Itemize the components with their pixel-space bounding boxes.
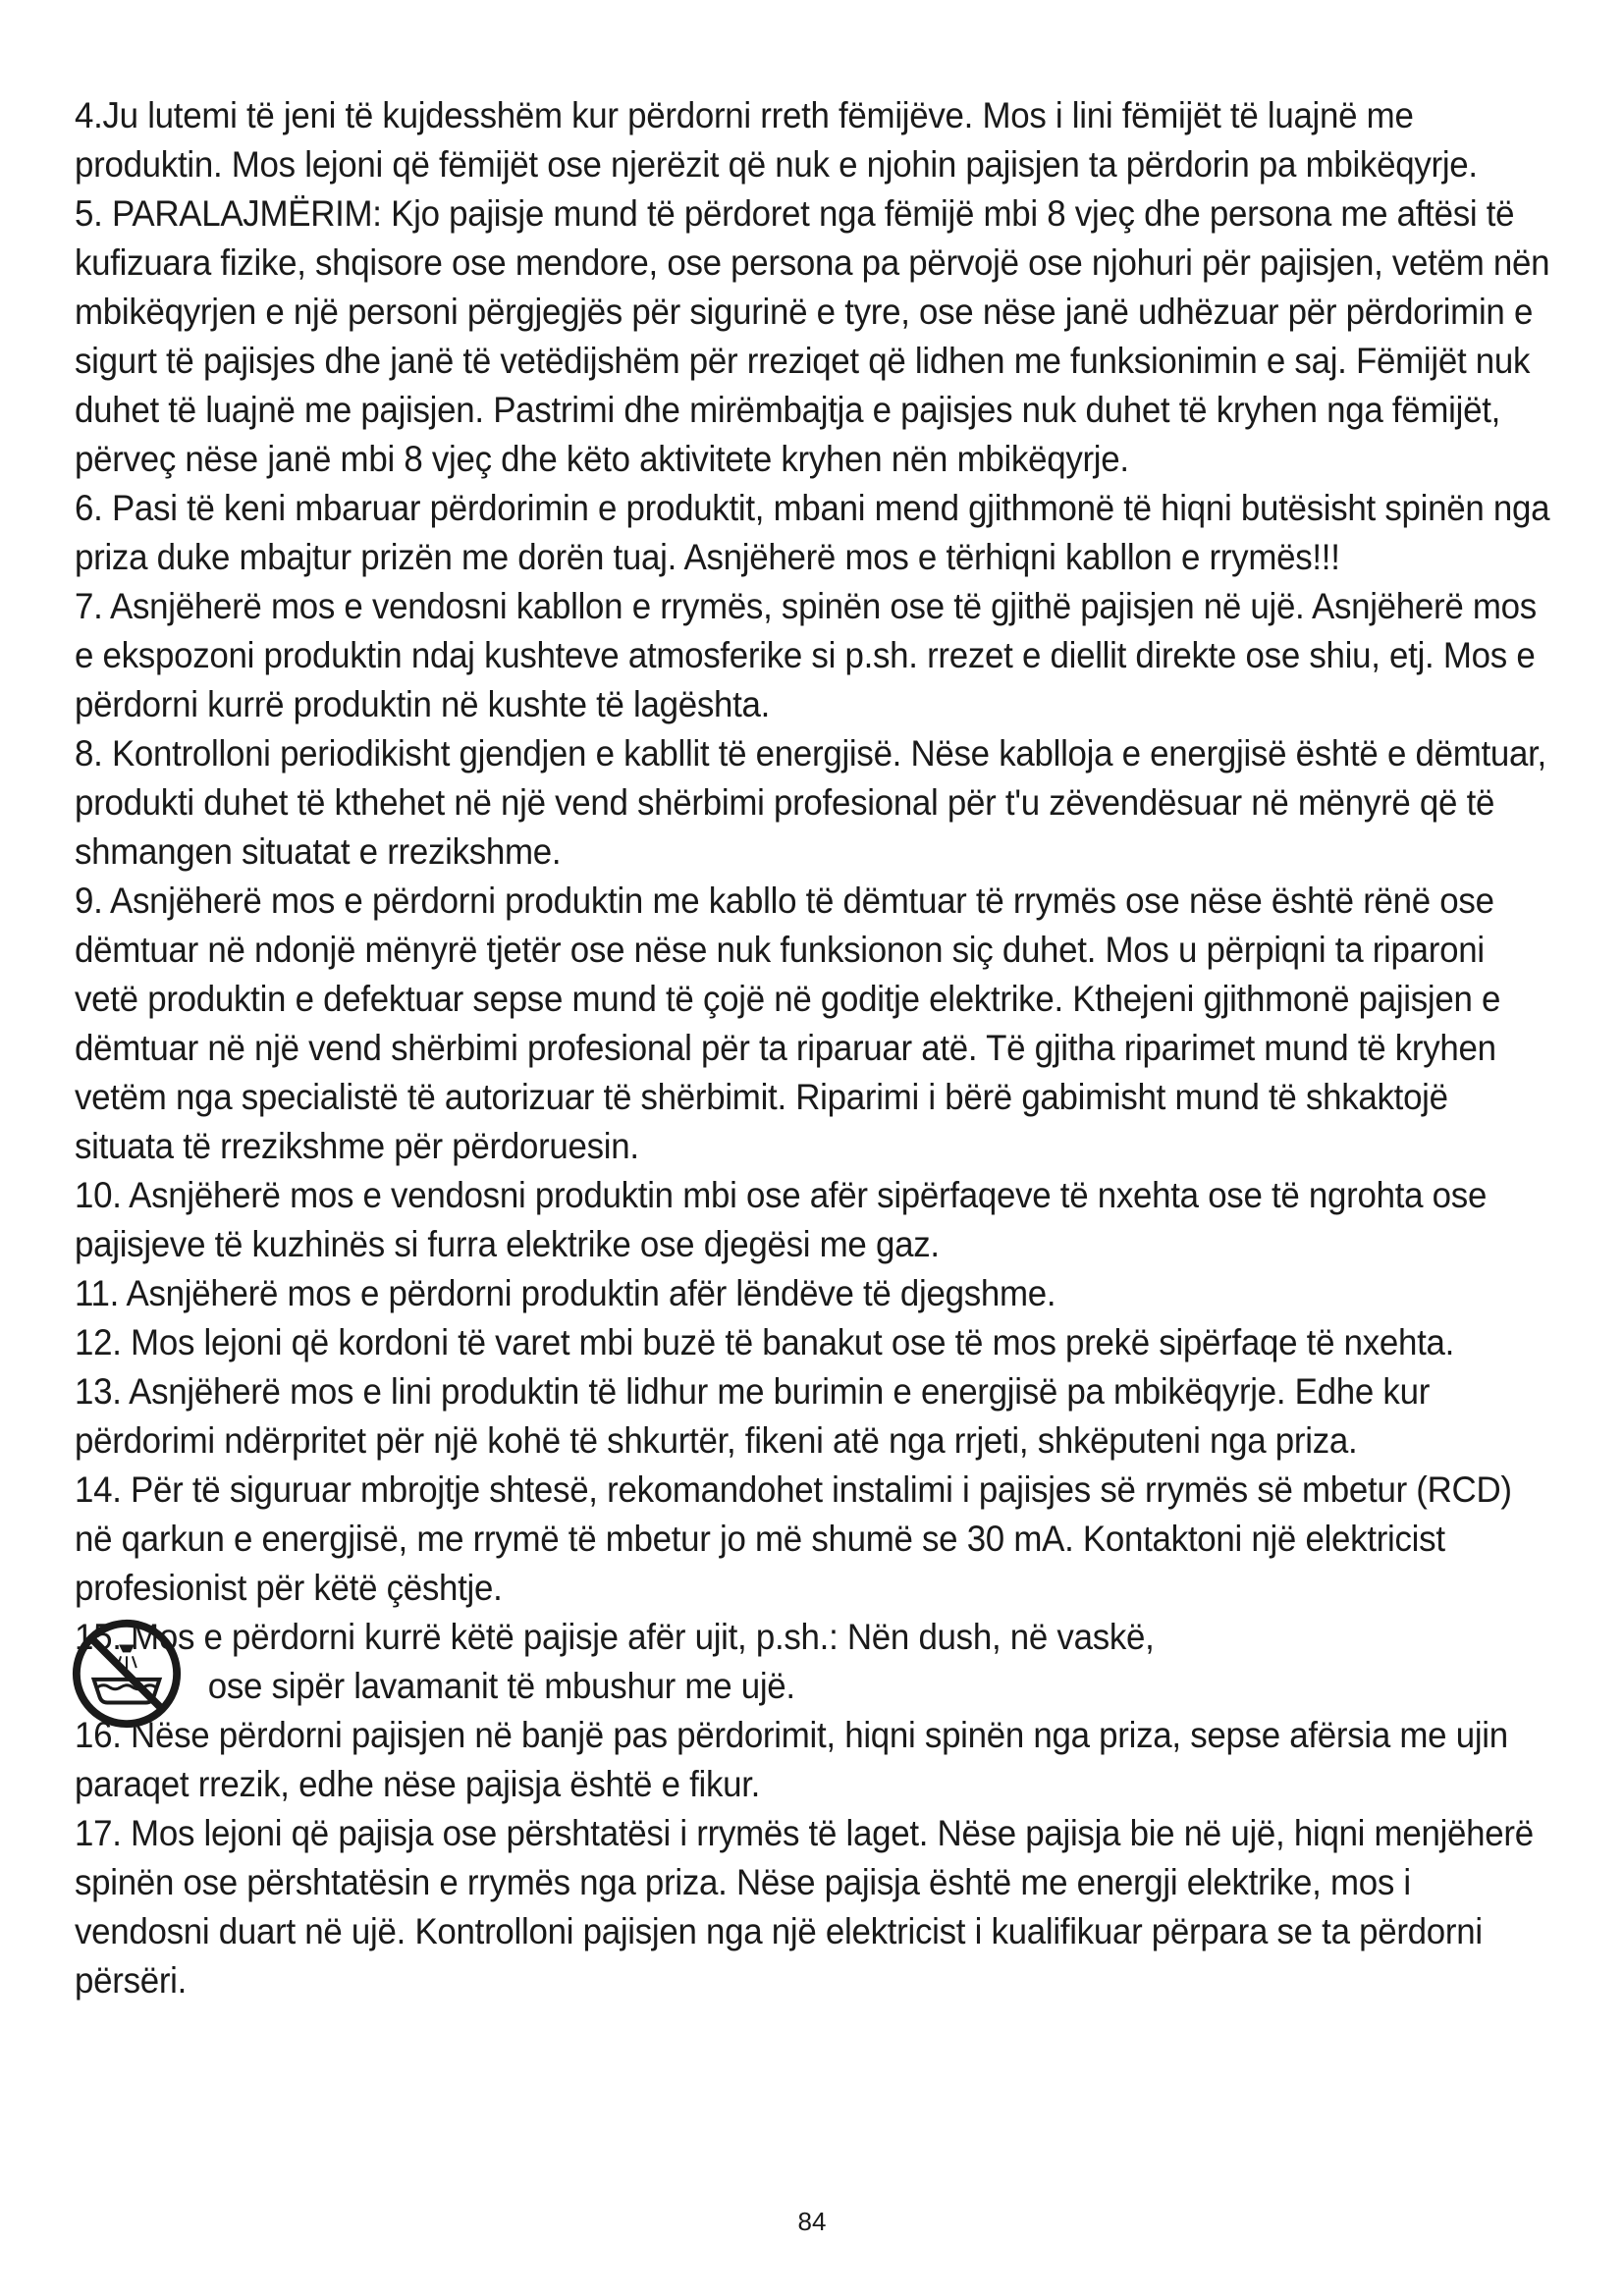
paragraph-item-4: 4.Ju lutemi të jeni të kujdesshëm kur përdorni rreth fëmijëve. Mos i lini fëmijët të luajnë me produktin. Mos lejoni që fëmijët ose njerëzit që nuk e njohin pajisjen ta përdorin pa mbikëqyrje. bbox=[75, 94, 1478, 185]
page-number: 84 bbox=[797, 2207, 827, 2236]
paragraph-item-17: 17. Mos lejoni që pajisja ose përshtatësi i rrymës të laget. Nëse pajisja bie në ujë, hiqni menjëherë spinën ose përshtatësin e rrymës nga priza. Nëse pajisja është me energji elektrike, mos i vendosni duart në ujë. Kontrolloni pajisjen nga një elektricist i kualifikuar përpara se ta përdorni përsëri. bbox=[75, 1812, 1534, 2001]
paragraph-item-8: 8. Kontrolloni periodikisht gjendjen e kabllit të energjisë. Nëse kablloja e energjisë është e dëmtuar, produkti duhet të kthehet në një vend shërbimi profesional për t'u zëvendësuar në mënyrë që të shmangen situatat e rrezikshme. bbox=[75, 732, 1546, 872]
document-body bbox=[75, 90, 1567, 2004]
paragraph-item-13: 13. Asnjëherë mos e lini produktin të lidhur me burimin e energjisë pa mbikëqyrje. Edhe kur përdorimi ndërpritet për një kohë të shkurtër, fikeni atë nga rrjeti, shkëputeni nga priza. bbox=[75, 1370, 1431, 1461]
paragraph-item-5: 5. PARALAJMËRIM: Kjo pajisje mund të përdoret nga fëmijë mbi 8 vjeç dhe persona me aftësi të kufizuara fizike, shqisore ose mendore, ose persona pa përvojë ose njohuri për pajisjen, vetëm nën mbikëqyrjen e një personi përgjegjës për sigurinë e tyre, ose nëse janë udhëzuar për përdorimin e sigurt të pajisjes dhe janë të vetëdijshëm për rreziqet që lidhen me funksionimin e saj. Fëmijët nuk duhet të luajnë me pajisjen. Pastrimi dhe mirëmbajtja e pajisjes nuk duhet të kryhen nga fëmijët, përveç nëse janë mbi 8 vjeç dhe këto aktivitete kryhen nën mbikëqyrje. bbox=[75, 192, 1550, 479]
paragraph-item-7: 7. Asnjëherë mos e vendosni kabllon e rrymës, spinën ose të gjithë pajisjen në ujë. Asnjëherë mos e ekspozoni produktin ndaj kushteve atmosferike si p.sh. rrezet e diellit direkte ose shiu, etj. Mos e përdorni kurrë produktin në kushte të lagështa. bbox=[75, 585, 1537, 724]
paragraph-item-12: 12. Mos lejoni që kordoni të varet mbi buzë të banakut ose të mos prekë sipërfaqe të nxehta. bbox=[75, 1321, 1455, 1362]
paragraph-item-11: 11. Asnjëherë mos e përdorni produktin afër lëndëve të djegshme. bbox=[75, 1272, 1056, 1313]
warning-item-15 bbox=[75, 1612, 1567, 1710]
warning-line-2: ose sipër lavamanit të mbushur me ujë. bbox=[207, 1665, 795, 1706]
paragraph-item-9: 9. Asnjëherë mos e përdorni produktin me kabllo të dëmtuar të rrymës ose nëse është rënë ose dëmtuar në ndonjë mënyrë tjetër ose nëse nuk funksionon siç duhet. Mos u përpiqni ta riparoni vetë produktin e defektuar sepse mund të çojë në goditje elektrike. Kthejeni gjithmonë pajisjen e dëmtuar në një vend shërbimi profesional për ta riparuar atë. Të gjitha riparimet mund të kryhen vetëm nga specialistë të autorizuar të shërbimit. Riparimi i bërë gabimisht mund të shkaktojë situata të rrezikshme për përdoruesin. bbox=[75, 880, 1501, 1166]
paragraph-item-14: 14. Për të siguruar mbrojtje shtesë, rekomandohet instalimi i pajisjes së rrymës së mbetur (RCD) në qarkun e energjisë, me rrymë të mbetur jo më shumë se 30 mA. Kontaktoni një elektricist profesionist për këtë çështje. bbox=[75, 1468, 1512, 1608]
warning-line-1: 15. Mos e përdorni kurrë këtë pajisje afër ujit, p.sh.: Nën dush, në vaskë, bbox=[75, 1616, 1155, 1657]
paragraph-item-6: 6. Pasi të keni mbaruar përdorimin e produktit, mbani mend gjithmonë të hiqni butësisht spinën nga priza duke mbajtur prizën me dorën tuaj. Asnjëherë mos e tërhiqni kabllon e rrymës!!! bbox=[75, 487, 1550, 577]
paragraph-item-16: 16. Nëse përdorni pajisjen në banjë pas përdorimit, hiqni spinën nga priza, sepse afërsia me ujin paraqet rrezik, edhe nëse pajisja është e fikur. bbox=[75, 1714, 1508, 1804]
paragraph-item-10: 10. Asnjëherë mos e vendosni produktin mbi ose afër sipërfaqeve të nxehta ose të ngrohta ose pajisjeve të kuzhinës si furra elektrike ose djegësi me gaz. bbox=[75, 1174, 1488, 1264]
